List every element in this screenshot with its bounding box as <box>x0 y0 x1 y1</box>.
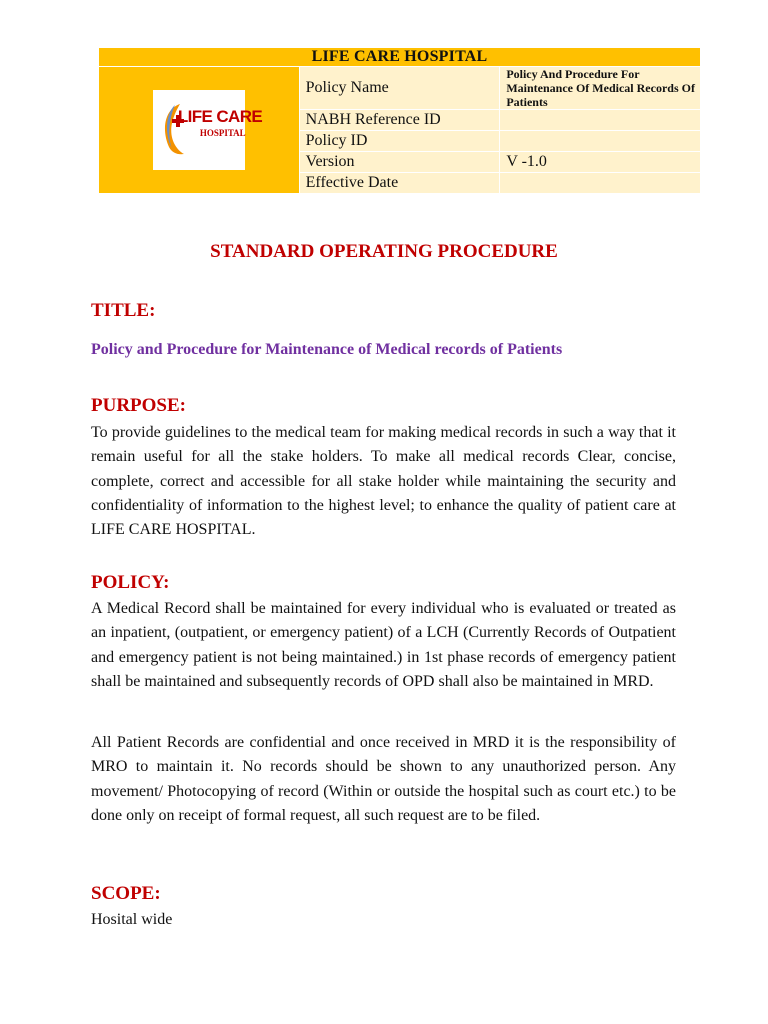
scope-text: Hosital wide <box>91 911 173 928</box>
policy-paragraph-1: A Medical Record shall be maintained for every individual who is evaluated or treated as an inpatient, (outpatient, or emergency patient) of a LCH (Currently Records of Outpatient and emergency patient is not being maintained.) in 1st phase records of emergency patient shall be maintained and subsequently records of OPD shall also be maintained in MRD. <box>91 600 676 690</box>
title-heading: TITLE: <box>91 300 156 321</box>
purpose-paragraph: To provide guidelines to the medical team for making medical records in such a way that it remain useful for all the stake holders. To make all medical records Clear, concise, complete, correct and accessible for all stake holder while maintaining the security and confidentiality of information to the highest level; to enhance the quality of patient care at LIFE CARE HOSPITAL. <box>91 424 676 539</box>
scope-heading: SCOPE: <box>91 883 161 904</box>
policy-paragraph-2: All Patient Records are confidential and once received in MRD it is the responsibility of MRO to maintain it. No records should be shown to any unauthorized person. Any movement/ Photocopying of record (Within or outside the hospital such as court etc.) to be done only on receipt of formal request, all such request are to be filed. <box>91 734 676 824</box>
logo-subtext: HOSPITAL <box>199 127 246 138</box>
hospital-logo <box>153 90 263 170</box>
policy-name-label: Policy Name <box>299 67 500 110</box>
logo-text: LIFE CARE <box>177 106 263 126</box>
purpose-heading: PURPOSE: <box>91 395 186 416</box>
policy-heading: POLICY: <box>91 572 170 593</box>
policy-header-table <box>98 47 701 194</box>
effective-date-label: Effective Date <box>299 173 500 194</box>
hospital-name: LIFE CARE HOSPITAL <box>99 48 701 67</box>
nabh-reference-value <box>500 110 701 131</box>
effective-date-value <box>500 173 701 194</box>
title-text: Policy and Procedure for Maintenance of Medical records of Patients <box>91 341 563 358</box>
policy-name-value: Policy And Procedure For Maintenance Of Medical Records Of Patients <box>500 67 701 110</box>
logo-cell <box>99 67 300 194</box>
policy-id-value <box>500 131 701 152</box>
version-label: Version <box>299 152 500 173</box>
policy-id-label: Policy ID <box>299 131 500 152</box>
sop-heading: STANDARD OPERATING PROCEDURE <box>210 241 558 262</box>
nabh-reference-label: NABH Reference ID <box>299 110 500 131</box>
version-value: V -1.0 <box>500 152 701 173</box>
